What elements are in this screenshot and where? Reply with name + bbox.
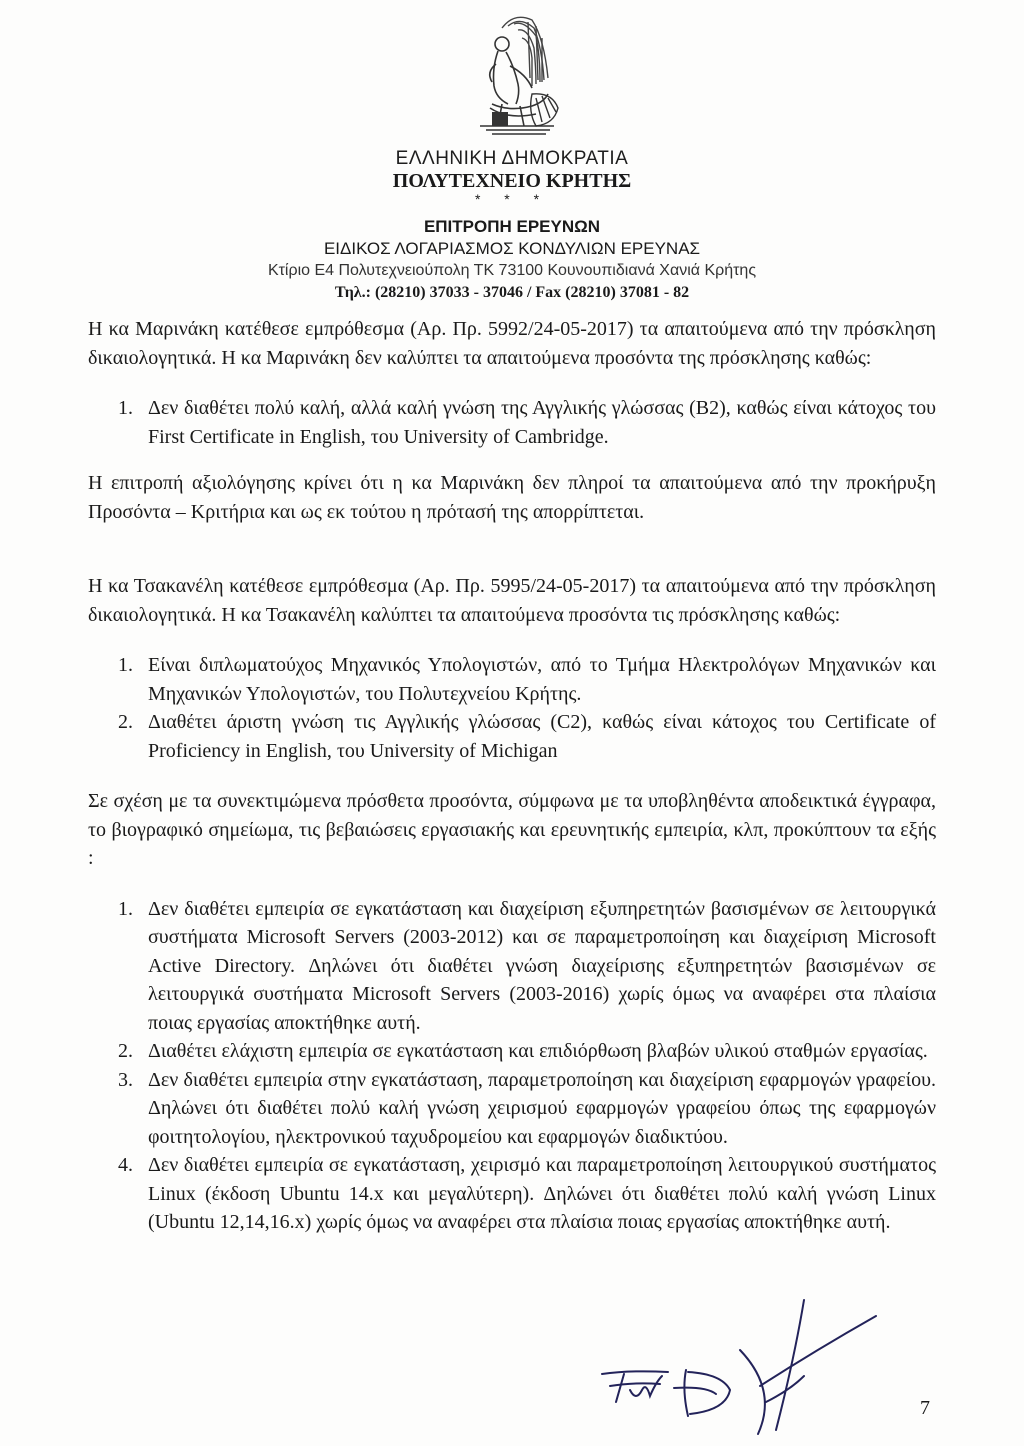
university-seal-icon bbox=[462, 8, 572, 148]
header-stars: * * * bbox=[474, 191, 550, 207]
header-account: ΕΙΔΙΚΟΣ ΛΟΓΑΡΙΑΣΜΟΣ ΚΟΝΔΥΛΙΩΝ ΕΡΕΥΝΑΣ bbox=[323, 239, 701, 258]
list-item-number: 3. bbox=[118, 1068, 133, 1091]
page-number: 7 bbox=[920, 1397, 930, 1419]
list-item-number: 2. bbox=[118, 711, 133, 733]
list-item-text: Δεν διαθέτει εμπειρία στην εγκατάσταση, παραμετροποίηση και διαχείριση εφαρμογών γραφείου. Δηλώνει ότι διαθέτει πολύ καλή γνώση χειρισμού εφαρμογών γραφείου όπως της εφαρμογών φοιτητολογίου, ηλεκτρονικού ταχυδρομείου και εφαρμογών διαδικτύου. bbox=[148, 1068, 936, 1148]
list-item-text: Δεν διαθέτει εμπειρία σε εγκατάσταση και διαχείριση εξυπηρετητών βασισμένων σε λειτουργικά συστήματα Microsoft Servers (2003-2012) και σε παραμετροποίηση και διαχείριση Microsoft Active Directory. Δηλώνει ότι διαθέτει γνώση διαχείρισης εξυπηρετητών βασισμένων σε λειτουργικά συστήματα Microsoft Servers (2003-2016) χωρίς όμως να αναφέρει στα πλαίσια ποιας εργασίας αποκτήθηκε αυτή. bbox=[148, 897, 936, 1034]
header-committee: ΕΠΙΤΡΟΠΗ ΕΡΕΥΝΩΝ bbox=[423, 217, 601, 236]
header-phone: Τηλ.: (28210) 37033 - 37046 / Fax (28210) 37081 - 82 bbox=[334, 284, 690, 301]
list-item bbox=[88, 708, 936, 765]
list-item-text: Διαθέτει ελάχιστη εμπειρία σε εγκατάσταση και επιδιόρθωση βλαβών υλικού σταθμών εργασίας. bbox=[148, 1040, 928, 1062]
list-item bbox=[88, 651, 936, 708]
list-item-text: Δεν διαθέτει πολύ καλή, αλλά καλή γνώση της Αγγλικής γλώσσας (Β2), καθώς είναι κάτοχος του First Certificate in English, του University of Cambridge. bbox=[148, 397, 936, 448]
marinaki-list bbox=[88, 394, 936, 451]
tsakaneli-intro: Η κα Τσακανέλη κατέθεσε εμπρόθεσμα (Αρ. Πρ. 5995/24-05-2017) τα απαιτούμενα από την πρόσκληση δικαιολογητικά. Η κα Τσακανέλη καλύπτει τα απαιτούμενα προσόντα τις πρόσκλησης καθώς: bbox=[88, 575, 936, 626]
header-university: ΠΟΛΥΤΕΧΝΕΙΟ ΚΡΗΤΗΣ bbox=[392, 170, 632, 192]
list-item bbox=[88, 1066, 936, 1152]
list-item bbox=[88, 1037, 936, 1066]
document-body bbox=[88, 315, 936, 1237]
tsakaneli-list bbox=[88, 651, 936, 765]
additional-intro: Σε σχέση με τα συνεκτιμώμενα πρόσθετα προσόντα, σύμφωνα με τα υποβληθέντα αποδεικτικά έγγραφα, το βιογραφικό σημείωμα, τις βεβαιώσεις εργασιακής και ερευνητικής εμπειρία, κλπ, προκύπτουν τα εξής : bbox=[88, 790, 936, 869]
marinaki-conclusion: Η επιτροπή αξιολόγησης κρίνει ότι η κα Μαρινάκη δεν πληροί τα απαιτούμενα από την προκήρυξη Προσόντα – Κριτήρια και ως εκ τούτου η πρότασή της απορρίπτεται. bbox=[88, 472, 936, 523]
list-item-number: 4. bbox=[118, 1154, 133, 1176]
list-item bbox=[88, 1151, 936, 1237]
additional-list bbox=[88, 895, 936, 1237]
list-item-text: Είναι διπλωματούχος Μηχανικός Υπολογιστών, από το Τμήμα Ηλεκτρολόγων Μηχανικών και Μηχανικών Υπολογιστών, του Πολυτεχνείου Κρήτης. bbox=[148, 654, 936, 705]
header-address: Κτίριο Ε4 Πολυτεχνειούπολη ΤΚ 73100 Κουνουπιδιανά Χανιά Κρήτης bbox=[267, 262, 757, 279]
list-item bbox=[88, 394, 936, 451]
list-item-text: Διαθέτει άριστη γνώση τις Αγγλικής γλώσσας (C2), καθώς είναι κάτοχος του Certificate of Proficiency in English, του University of Michigan bbox=[148, 711, 936, 762]
list-item-number: 1. bbox=[118, 897, 133, 920]
handwritten-signature bbox=[590, 1290, 910, 1440]
marinaki-intro: Η κα Μαρινάκη κατέθεσε εμπρόθεσμα (Αρ. Πρ. 5992/24-05-2017) τα απαιτούμενα από την πρόσκληση δικαιολογητικά. Η κα Μαρινάκη δεν καλύπτει τα απαιτούμενα προσόντα της πρόσκλησης καθώς: bbox=[88, 318, 936, 369]
letterhead bbox=[0, 148, 1024, 304]
list-item-text: Δεν διαθέτει εμπειρία σε εγκατάσταση, χειρισμό και παραμετροποίηση λειτουργικού συστήματος Linux (έκδοση Ubuntu 14.x και μεγαλύτερη). Δηλώνει ότι διαθέτει πολύ καλή γνώση Linux (Ubuntu 12,14,16.x) χωρίς όμως να αναφέρει στα πλαίσια ποιας εργασίας αποκτήθηκε αυτή. bbox=[148, 1154, 936, 1233]
list-item-number: 2. bbox=[118, 1040, 133, 1062]
list-item-number: 1. bbox=[118, 397, 133, 419]
list-item bbox=[88, 895, 936, 1038]
list-item-number: 1. bbox=[118, 654, 133, 676]
header-country: ΕΛΛΗΝΙΚΗ ΔΗΜΟΚΡΑΤΙΑ bbox=[395, 148, 629, 169]
